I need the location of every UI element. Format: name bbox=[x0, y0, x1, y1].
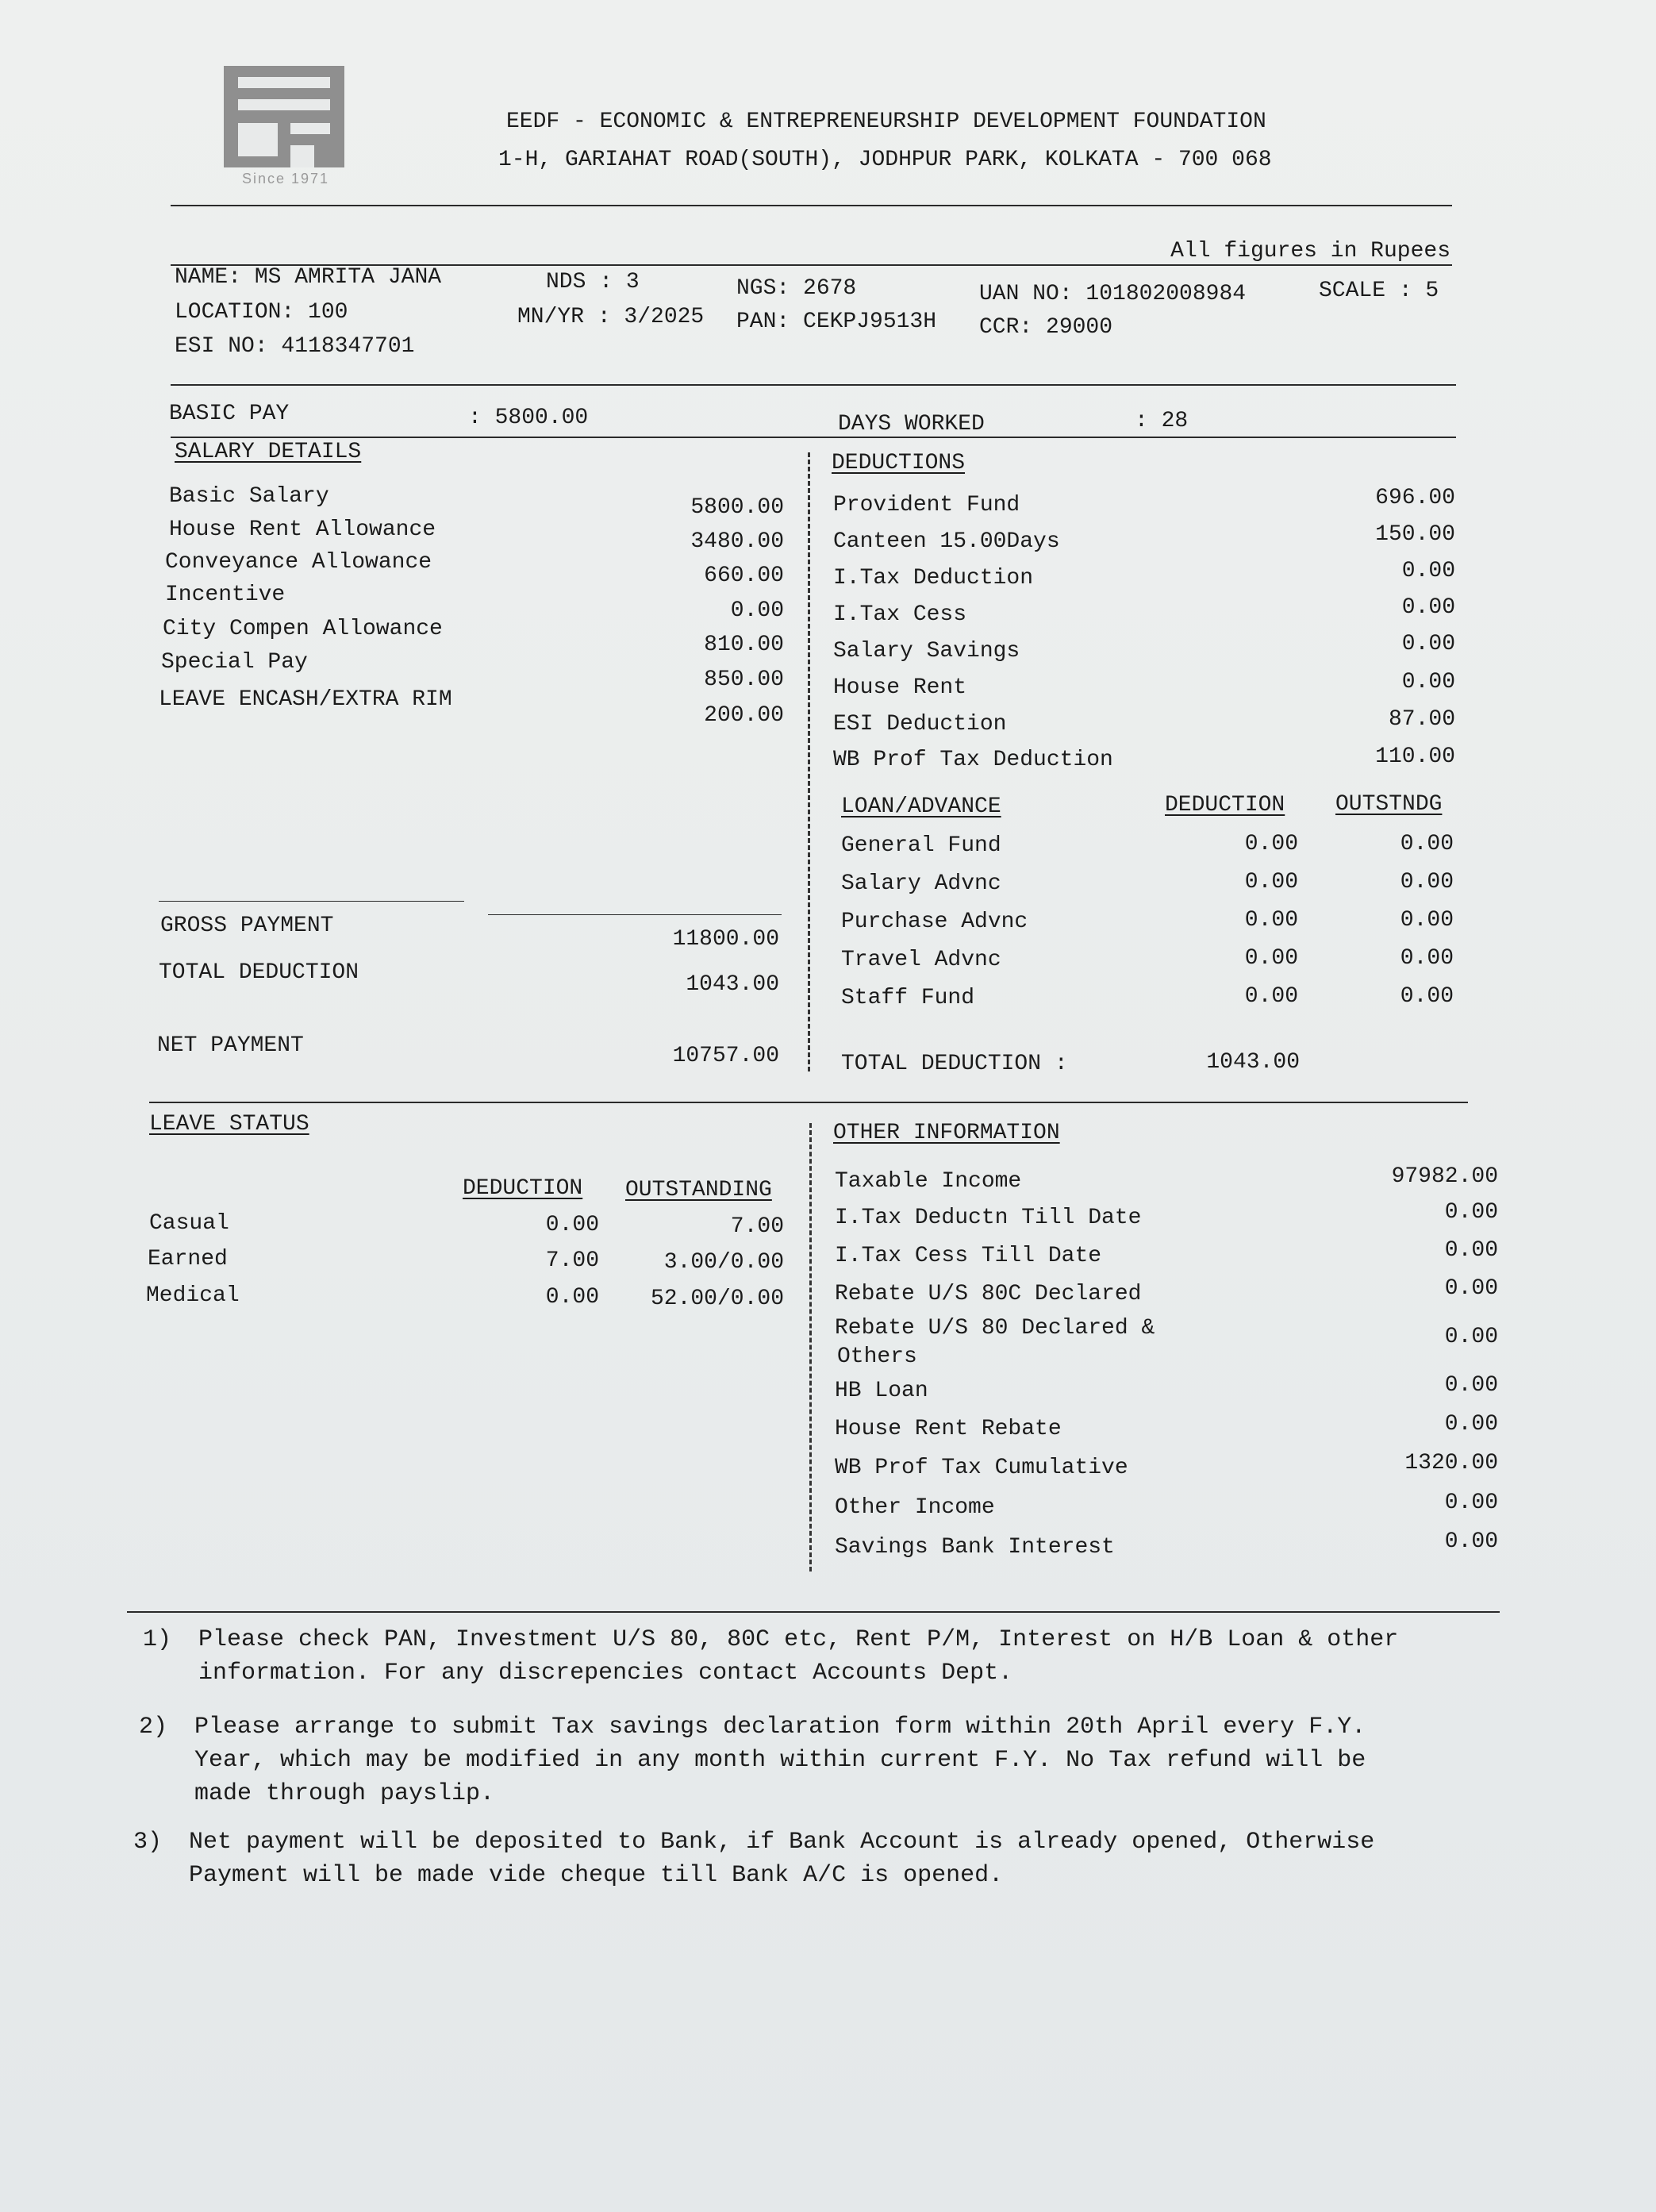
leave-item-deduction: 7.00 bbox=[545, 1248, 599, 1273]
salary-item-value: 0.00 bbox=[730, 598, 784, 623]
salary-item-label: Basic Salary bbox=[169, 484, 329, 509]
deduction-item-value: 696.00 bbox=[1375, 486, 1455, 510]
loan-total-value: 1043.00 bbox=[1206, 1050, 1300, 1075]
other-item-label: Savings Bank Interest bbox=[835, 1535, 1115, 1560]
employee-name: NAME: MS AMRITA JANA bbox=[175, 265, 442, 290]
loan-item-deduction: 0.00 bbox=[1244, 984, 1298, 1009]
figures-note: All figures in Rupees bbox=[1170, 239, 1450, 264]
salary-item-value: 810.00 bbox=[704, 633, 784, 657]
leave-item-label: Medical bbox=[146, 1283, 240, 1308]
deduction-item-value: 87.00 bbox=[1388, 707, 1455, 732]
deduction-item-value: 0.00 bbox=[1401, 632, 1455, 656]
other-item-label: Taxable Income bbox=[835, 1169, 1022, 1194]
employee-ngs: NGS: 2678 bbox=[736, 276, 857, 301]
loan-item-label: Purchase Advnc bbox=[841, 910, 1028, 934]
days-worked-label: DAYS WORKED bbox=[838, 412, 985, 437]
divider bbox=[171, 205, 1452, 206]
other-item-value: 0.00 bbox=[1444, 1276, 1498, 1301]
loan-item-deduction: 0.00 bbox=[1244, 908, 1298, 933]
loan-item-label: Salary Advnc bbox=[841, 871, 1001, 896]
deductions-title: DEDUCTIONS bbox=[832, 451, 966, 475]
loan-item-label: Staff Fund bbox=[841, 986, 975, 1010]
loan-item-outstanding: 0.00 bbox=[1400, 908, 1454, 933]
other-item-value: 1320.00 bbox=[1404, 1451, 1498, 1475]
other-item-label: House Rent Rebate bbox=[835, 1417, 1062, 1441]
salary-item-value: 850.00 bbox=[704, 667, 784, 692]
leave-item-deduction: 0.00 bbox=[545, 1213, 599, 1237]
employee-nds: NDS : 3 bbox=[546, 270, 640, 294]
loan-deduction-header: DEDUCTION bbox=[1165, 793, 1285, 817]
other-item-label: Other Income bbox=[835, 1495, 995, 1520]
salary-item-label: LEAVE ENCASH/EXTRA RIM bbox=[159, 687, 452, 712]
note-line: Payment will be made vide cheque till Bank A/C is opened. bbox=[189, 1862, 1004, 1889]
other-item-value: 0.00 bbox=[1444, 1491, 1498, 1515]
salary-item-value: 5800.00 bbox=[690, 495, 784, 520]
deduction-item-value: 0.00 bbox=[1401, 559, 1455, 583]
employee-mnyr: MN/YR : 3/2025 bbox=[517, 305, 705, 329]
net-payment-label: NET PAYMENT bbox=[157, 1033, 304, 1058]
loan-total-label: TOTAL DEDUCTION : bbox=[841, 1052, 1068, 1076]
employee-scale: SCALE : 5 bbox=[1319, 279, 1439, 303]
employee-pan: PAN: CEKPJ9513H bbox=[736, 310, 937, 334]
leave-deduction-header: DEDUCTION bbox=[463, 1176, 583, 1201]
other-item-label: I.Tax Deductn Till Date bbox=[835, 1206, 1142, 1230]
deduction-item-label: Provident Fund bbox=[833, 493, 1020, 517]
note-number: 1) bbox=[143, 1626, 172, 1653]
divider bbox=[127, 1611, 1500, 1613]
employee-location: LOCATION: 100 bbox=[175, 300, 348, 325]
loan-item-label: General Fund bbox=[841, 833, 1001, 858]
note-line: information. For any discrepencies contact Accounts Dept. bbox=[198, 1660, 1013, 1687]
salary-item-label: Incentive bbox=[165, 583, 286, 607]
deduction-item-label: I.Tax Cess bbox=[833, 602, 967, 627]
divider bbox=[171, 384, 1456, 386]
org-address: 1-H, GARIAHAT ROAD(SOUTH), JODHPUR PARK, KOLKATA - 700 068 bbox=[498, 148, 1272, 172]
leave-status-title: LEAVE STATUS bbox=[149, 1112, 309, 1137]
loan-outstanding-header: OUTSTNDG bbox=[1335, 792, 1443, 817]
employee-uan: UAN NO: 101802008984 bbox=[979, 282, 1247, 306]
leave-item-outstanding: 3.00/0.00 bbox=[663, 1250, 784, 1275]
note-number: 3) bbox=[133, 1829, 163, 1856]
other-item-value: 0.00 bbox=[1444, 1200, 1498, 1225]
other-item-label: Rebate U/S 80 Declared & bbox=[835, 1316, 1155, 1341]
basic-pay-value: : 5800.00 bbox=[468, 406, 589, 430]
divider bbox=[488, 914, 782, 915]
note-line: Net payment will be deposited to Bank, if Bank Account is already opened, Otherwise bbox=[189, 1829, 1375, 1856]
other-item-value: 0.00 bbox=[1444, 1238, 1498, 1263]
loan-item-label: Travel Advnc bbox=[841, 948, 1001, 972]
salary-item-label: Special Pay bbox=[161, 650, 308, 675]
other-item-label: I.Tax Cess Till Date bbox=[835, 1244, 1102, 1268]
note-number: 2) bbox=[139, 1714, 168, 1741]
deduction-item-value: 0.00 bbox=[1401, 670, 1455, 694]
leave-item-label: Casual bbox=[149, 1211, 229, 1236]
other-item-label: WB Prof Tax Cumulative bbox=[835, 1456, 1128, 1480]
leave-outstanding-header: OUTSTANDING bbox=[625, 1178, 772, 1202]
leave-item-outstanding: 7.00 bbox=[730, 1214, 784, 1239]
gross-payment-label: GROSS PAYMENT bbox=[160, 914, 334, 938]
other-item-label: Rebate U/S 80C Declared bbox=[835, 1282, 1142, 1306]
other-information-title: OTHER INFORMATION bbox=[833, 1121, 1060, 1145]
loan-advance-title: LOAN/ADVANCE bbox=[841, 794, 1001, 819]
since-text: Since 1971 bbox=[242, 171, 330, 187]
divider bbox=[171, 437, 1456, 438]
deduction-item-label: Canteen 15.00Days bbox=[833, 529, 1060, 554]
salary-item-value: 3480.00 bbox=[690, 529, 784, 554]
loan-item-deduction: 0.00 bbox=[1244, 870, 1298, 894]
loan-item-outstanding: 0.00 bbox=[1400, 832, 1454, 856]
other-item-label: HB Loan bbox=[835, 1379, 928, 1403]
leave-item-deduction: 0.00 bbox=[545, 1285, 599, 1310]
salary-item-label: City Compen Allowance bbox=[163, 617, 443, 641]
leave-item-outstanding: 52.00/0.00 bbox=[650, 1287, 784, 1311]
deduction-item-value: 110.00 bbox=[1375, 744, 1455, 769]
other-item-value: 0.00 bbox=[1444, 1529, 1498, 1554]
salary-item-value: 200.00 bbox=[704, 703, 784, 728]
salary-details-title: SALARY DETAILS bbox=[175, 440, 362, 464]
loan-item-outstanding: 0.00 bbox=[1400, 946, 1454, 971]
deduction-item-label: Salary Savings bbox=[833, 639, 1020, 664]
column-separator bbox=[808, 452, 810, 1071]
other-item-value: 0.00 bbox=[1444, 1412, 1498, 1437]
note-line: Please check PAN, Investment U/S 80, 80C etc, Rent P/M, Interest on H/B Loan & other bbox=[198, 1626, 1399, 1653]
eedf-logo bbox=[214, 60, 365, 194]
deduction-item-label: ESI Deduction bbox=[833, 712, 1007, 737]
other-item-value: 0.00 bbox=[1444, 1373, 1498, 1398]
org-name: EEDF - ECONOMIC & ENTREPRENEURSHIP DEVELOPMENT FOUNDATION bbox=[506, 110, 1266, 134]
loan-item-outstanding: 0.00 bbox=[1400, 984, 1454, 1009]
total-deduction-label: TOTAL DEDUCTION bbox=[159, 960, 359, 985]
divider bbox=[159, 901, 464, 902]
total-deduction-value: 1043.00 bbox=[686, 972, 779, 997]
employee-esi: ESI NO: 4118347701 bbox=[175, 334, 415, 359]
salary-item-label: House Rent Allowance bbox=[169, 517, 436, 542]
net-payment-value: 10757.00 bbox=[672, 1044, 779, 1068]
note-line: Year, which may be modified in any month within current F.Y. No Tax refund will be bbox=[194, 1747, 1366, 1774]
gross-payment-value: 11800.00 bbox=[672, 927, 779, 952]
deduction-item-value: 150.00 bbox=[1375, 522, 1455, 547]
other-item-value: 97982.00 bbox=[1391, 1164, 1498, 1189]
other-item-label-cont: Others bbox=[837, 1345, 917, 1369]
note-line: made through payslip. bbox=[194, 1780, 495, 1807]
deduction-item-label: I.Tax Deduction bbox=[833, 566, 1034, 591]
salary-item-value: 660.00 bbox=[704, 564, 784, 588]
basic-pay-label: BASIC PAY bbox=[169, 402, 290, 426]
deduction-item-label: House Rent bbox=[833, 675, 967, 700]
divider bbox=[149, 1102, 1468, 1103]
deduction-item-label: WB Prof Tax Deduction bbox=[833, 748, 1113, 772]
note-line: Please arrange to submit Tax savings declaration form within 20th April every F.Y. bbox=[194, 1714, 1366, 1741]
loan-item-deduction: 0.00 bbox=[1244, 832, 1298, 856]
column-separator bbox=[809, 1123, 812, 1571]
other-item-value: 0.00 bbox=[1444, 1325, 1498, 1349]
leave-item-label: Earned bbox=[148, 1247, 228, 1271]
employee-ccr: CCR: 29000 bbox=[979, 315, 1113, 340]
loan-item-deduction: 0.00 bbox=[1244, 946, 1298, 971]
deduction-item-value: 0.00 bbox=[1401, 595, 1455, 620]
loan-item-outstanding: 0.00 bbox=[1400, 870, 1454, 894]
salary-item-label: Conveyance Allowance bbox=[165, 550, 432, 575]
days-worked-value: : 28 bbox=[1135, 409, 1189, 433]
